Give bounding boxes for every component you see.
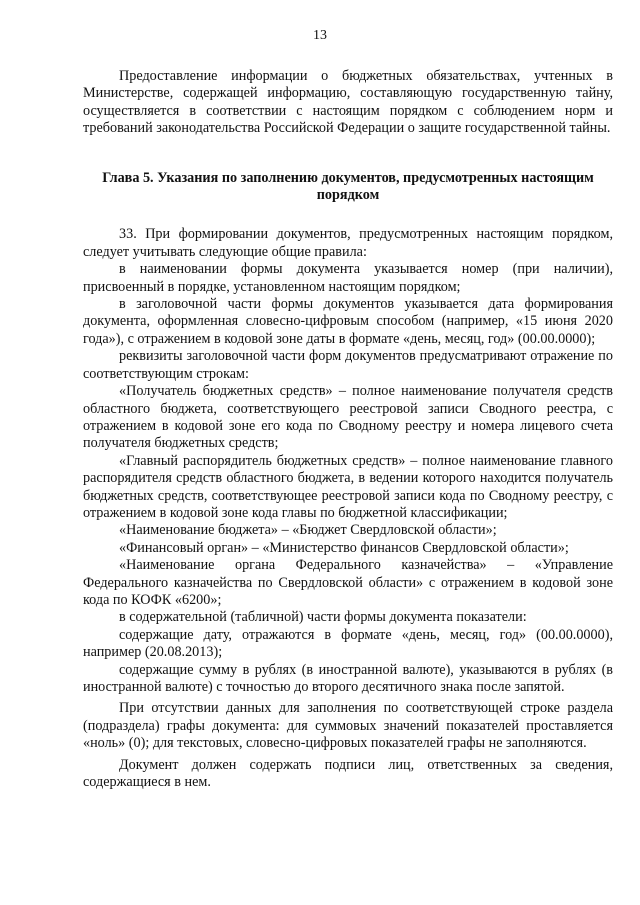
page-number: 13 — [313, 28, 327, 43]
paragraph-missing-data: При отсутствии данных для заполнения по соответствующей строке раздела (подраздела) графы документа: для суммовых значений показателей проставляется «ноль» (0); для текстовых, словесно-цифровых показателей графы не заполняются. — [83, 700, 613, 752]
paragraph-budget-name: «Наименование бюджета» – «Бюджет Свердловской области»; — [119, 522, 497, 539]
paragraph-date-format: содержащие дату, отражаются в формате «день, месяц, год» (00.00.0000), например (20.08.2013); — [83, 626, 613, 661]
paragraph-main-manager: «Главный распорядитель бюджетных средств» – полное наименование главного распорядителя средств областного бюджета, в ведении которого находится получатель бюджетных средств, соответствующее реестровой записи кода по Сводному реестру, с отражением в кодовой зоне кода главы по бюджетной классификации; — [83, 452, 613, 521]
document-body — [83, 68, 613, 791]
paragraph-recipient: «Получатель бюджетных средств» – полное наименование получателя средств областного бюджета, соответствующего реестровой записи Сводного реестра, с отражением в кодовой зоне его кода по Сводному реестру и номера лицевого счета получателя бюджетных средств; — [83, 383, 613, 452]
paragraph-item-33: 33. При формировании документов, предусмотренных настоящим порядком, следует учитывать следующие общие правила: — [83, 226, 613, 260]
paragraph-header-requisites: реквизиты заголовочной части форм документов предусматривают отражение по соответствующим строкам: — [83, 348, 613, 382]
paragraph-table-part: в содержательной (табличной) части формы документа показатели: — [119, 609, 527, 626]
chapter-title: Глава 5. Указания по заполнению документов, предусмотренных настоящим порядком — [102, 169, 594, 204]
paragraph-signatures: Документ должен содержать подписи лиц, ответственных за сведения, содержащиеся в нем. — [83, 756, 613, 791]
paragraph-financial-body: «Финансовый орган» – «Министерство финансов Свердловской области»; — [119, 539, 569, 556]
paragraph-form-name: в наименовании формы документа указывается номер (при наличии), присвоенный в порядке, установленном настоящим порядком; — [83, 261, 613, 295]
paragraph-amount-format: содержащие сумму в рублях (в иностранной валюте), указываются в рублях (в иностранной валюте) с точностью до второго десятичного знака после запятой. — [83, 661, 613, 695]
intro-paragraph: Предоставление информации о бюджетных обязательствах, учтенных в Министерстве, содержащей информацию, составляющую государственную тайну, осуществляется в соответствии с настоящим порядком с соблюдением норм и требований законодательства Российской Федерации о защите государственной тайны. — [83, 68, 613, 137]
paragraph-header-date: в заголовочной части формы документов указывается дата формирования документа, оформленная словесно-цифровым способом (например, «15 июня 2020 года»), с отражением в кодовой зоне даты в формате «день, месяц, год» (00.00.0000); — [83, 296, 613, 347]
paragraph-treasury-body: «Наименование органа Федерального казначейства» – «Управление Федерального казначейства по Свердловской области» с отражением в кодовой зоне кода по КОФК «6200»; — [83, 557, 613, 608]
